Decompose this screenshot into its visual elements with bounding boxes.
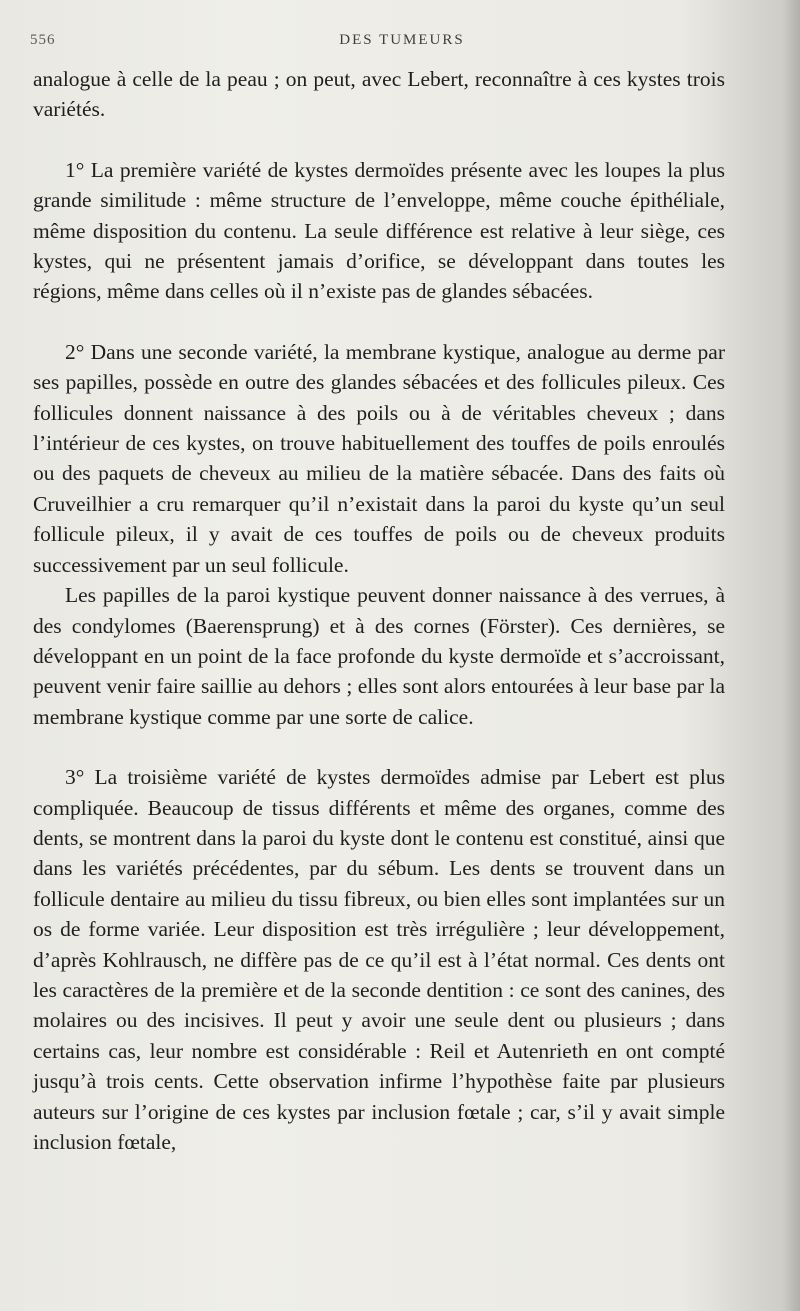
body-text bbox=[33, 64, 725, 1157]
page-number: 556 bbox=[30, 32, 56, 48]
page-header bbox=[22, 28, 782, 54]
paragraph-second-variety: 2° Dans une seconde variété, la membrane kystique, analogue au derme par ses papilles, possède en outre des glandes sébacées et des follicules pileux. Ces follicules donnent naissance à des poils ou à de véritables cheveux ; dans l’intérieur de ces kystes, on trouve habituellement des touffes de poils enroulés ou des paquets de cheveux au milieu de la matière sébacée. Dans des faits où Cruveilhier a cru remarquer qu’il n’existait dans la paroi du kyste qu’un seul follicule pileux, il y avait de ces touffes de poils ou de cheveux produits successivement par un seul follicule. bbox=[33, 339, 725, 577]
page-edge-shadow bbox=[782, 0, 800, 1311]
paragraph-first-variety: 1° La première variété de kystes dermoïdes présente avec les loupes la plus grande similitude : même structure de l’enveloppe, même couche épithéliale, même disposition du contenu. La seule différence est relative à leur siège, ces kystes, qui ne présentent jamais d’orifice, se développant dans toutes les régions, même dans celles où il n’existe pas de glandes sébacées. bbox=[33, 157, 725, 304]
running-head: DES TUMEURS bbox=[339, 32, 465, 48]
paragraph-intro: analogue à celle de la peau ; on peut, avec Lebert, reconnaître à ces kystes trois variétés. bbox=[33, 67, 725, 122]
paragraph-third-variety: 3° La troisième variété de kystes dermoïdes admise par Lebert est plus compliquée. Beaucoup de tissus différents et même des organes, comme des dents, se montrent dans la paroi du kyste dont le contenu est constitué, ainsi que dans les variétés précédentes, par du sébum. Les dents se trouvent dans un follicule dentaire au milieu du tissu fibreux, ou bien elles sont implantées sur un os de forme variée. Leur disposition est très irrégulière ; leur développement, d’après Kohlrausch, ne diffère pas de ce qu’il est à l’état normal. Ces dents ont les caractères de la première et de la seconde dentition : ce sont des canines, des molaires ou des incisives. Il peut y avoir une seule dent ou plusieurs ; dans certains cas, leur nombre est considérable : Reil et Autenrieth en ont compté jusqu’à trois cents. Cette observation infirme l’hypothèse faite par plusieurs auteurs sur l’origine de ces kystes par inclusion fœtale ; car, s’il y avait simple inclusion fœtale, bbox=[33, 765, 725, 1154]
paragraph-papillae: Les papilles de la paroi kystique peuvent donner naissance à des verrues, à des condylomes (Baerensprung) et à des cornes (Förster). Ces dernières, se développant en un point de la face profonde du kyste dermoïde et s’accroissant, peuvent venir faire saillie au dehors ; elles sont alors entourées à leur base par la membrane kystique comme par une sorte de calice. bbox=[33, 583, 725, 729]
